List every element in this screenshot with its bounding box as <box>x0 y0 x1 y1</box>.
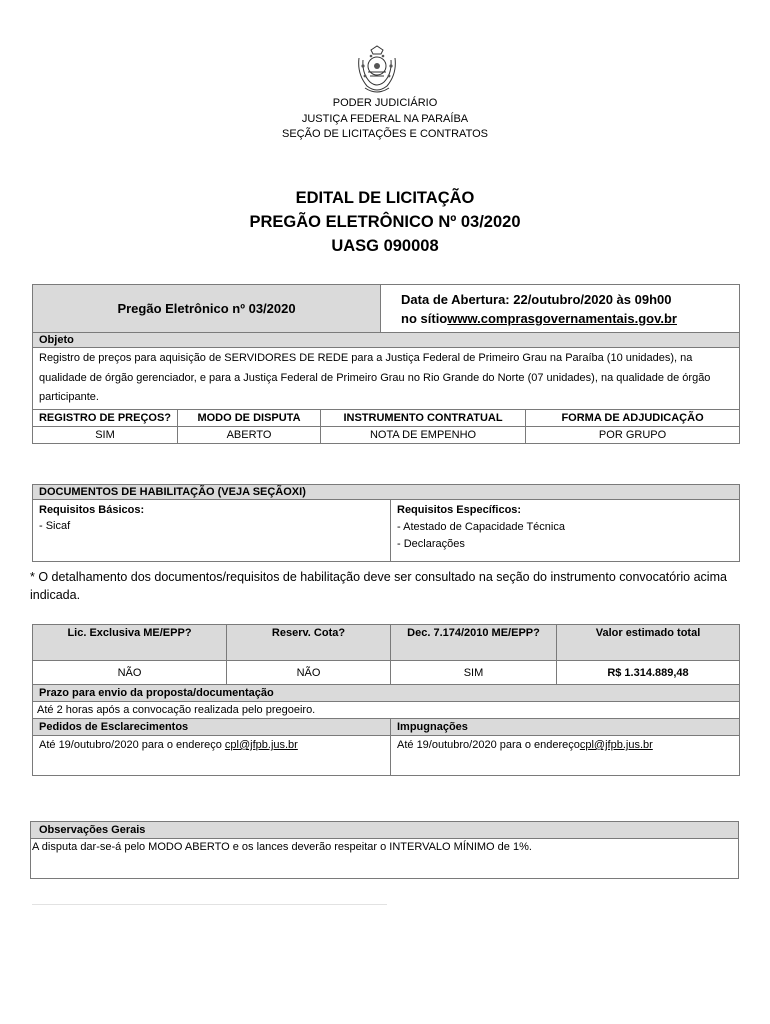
value-reserv-cota: NÃO <box>227 661 391 685</box>
details-table <box>32 624 739 776</box>
prazo-text: Até 2 horas após a convocação realizada pelo pregoeiro. <box>33 702 740 719</box>
header-valor-estimado: Valor estimado total <box>557 625 740 661</box>
observacoes-table <box>30 821 739 879</box>
org-line-1: PODER JUDICIÁRIO <box>332 97 438 109</box>
title-line-2: PREGÃO ELETRÔNICO Nº 03/2020 <box>249 213 521 231</box>
especificos-item-2: - Declarações <box>397 538 465 550</box>
organization-header <box>0 96 770 143</box>
title-line-3: UASG 090008 <box>331 237 439 255</box>
footer-divider <box>32 904 387 905</box>
impugnacoes-text <box>391 736 740 776</box>
title-line-1: EDITAL DE LICITAÇÃO <box>295 189 475 207</box>
value-valor-estimado: R$ 1.314.889,48 <box>557 661 740 685</box>
header-reserv-cota: Reserv. Cota? <box>227 625 391 661</box>
esclarecimentos-email-link[interactable]: cpl@jfpb.jus.br <box>224 739 298 751</box>
esclarecimentos-label: Pedidos de Esclarecimentos <box>33 719 391 736</box>
value-instrumento-contratual: NOTA DE EMPENHO <box>321 426 526 443</box>
prazo-label: Prazo para envio da proposta/documentação <box>33 685 740 702</box>
value-modo-disputa: ABERTO <box>178 426 321 443</box>
habilitacao-table <box>32 484 739 562</box>
header-dec-7174: Dec. 7.174/2010 ME/EPP? <box>391 625 557 661</box>
impugnacoes-prefix: Até 19/outubro/2020 para o endereço <box>397 739 580 751</box>
header-lic-exclusiva: Lic. Exclusiva ME/EPP? <box>33 625 227 661</box>
document-title <box>0 186 770 258</box>
value-dec-7174: SIM <box>391 661 557 685</box>
opening-date: Data de Abertura: 22/outubro/2020 às 09h00 <box>401 291 672 307</box>
impugnacoes-label: Impugnações <box>391 719 740 736</box>
pregao-number: Pregão Eletrônico nº 03/2020 <box>33 285 381 333</box>
header-forma-adjudicacao: FORMA DE ADJUDICAÇÃO <box>526 409 740 426</box>
summary-table <box>32 284 739 444</box>
basicos-item: - Sicaf <box>39 520 71 532</box>
header-modo-disputa: MODO DE DISPUTA <box>178 409 321 426</box>
header-registro-precos: REGISTRO DE PREÇOS? <box>33 409 178 426</box>
habilitacao-note: * O detalhamento dos documentos/requisitos de habilitação deve ser consultado na seção do instrumento convocatório acima indicada. <box>30 570 727 602</box>
especificos-item-1: - Atestado de Capacidade Técnica <box>397 521 565 533</box>
opening-site-prefix: no sítio <box>401 310 448 326</box>
especificos-label: Requisitos Específicos: <box>397 504 522 516</box>
esclarecimentos-prefix: Até 19/outubro/2020 para o endereço <box>39 739 225 751</box>
requisitos-basicos <box>33 500 391 562</box>
coat-of-arms-icon <box>353 44 401 96</box>
value-lic-exclusiva: NÃO <box>33 661 227 685</box>
objeto-text: Registro de preços para aquisição de SERVIDORES DE REDE para a Justiça Federal de Primeiro Grau na Paraíba (10 unidades), na qualidade de órgão gerenciador, e para a Justiça Federal de Primeiro Grau no Rio Grande do Norte (07 unidades), na qualidade de órgão participante. <box>33 348 740 410</box>
observacoes-label: Observações Gerais <box>31 822 739 839</box>
compras-link[interactable]: www.comprasgovernamentais.gov.br <box>447 310 677 326</box>
header-instrumento-contratual: INSTRUMENTO CONTRATUAL <box>321 409 526 426</box>
value-forma-adjudicacao: POR GRUPO <box>526 426 740 443</box>
requisitos-especificos <box>391 500 740 562</box>
basicos-label: Requisitos Básicos: <box>39 504 145 516</box>
opening-date-cell <box>381 285 740 333</box>
habilitacao-title: DOCUMENTOS DE HABILITAÇÃO (VEJA SEÇÃOXI) <box>33 485 740 500</box>
objeto-label: Objeto <box>33 333 740 348</box>
opening-site <box>401 309 735 328</box>
esclarecimentos-text <box>33 736 391 776</box>
impugnacoes-email-link[interactable]: cpl@jfpb.jus.br <box>579 739 653 751</box>
org-line-3: SEÇÃO DE LICITAÇÕES E CONTRATOS <box>282 128 488 140</box>
org-line-2: JUSTIÇA FEDERAL NA PARAÍBA <box>301 112 469 125</box>
observacoes-text: A disputa dar-se-á pelo MODO ABERTO e os lances deverão respeitar o INTERVALO MÍNIMO de 1%. <box>31 839 739 879</box>
value-registro-precos: SIM <box>33 426 178 443</box>
